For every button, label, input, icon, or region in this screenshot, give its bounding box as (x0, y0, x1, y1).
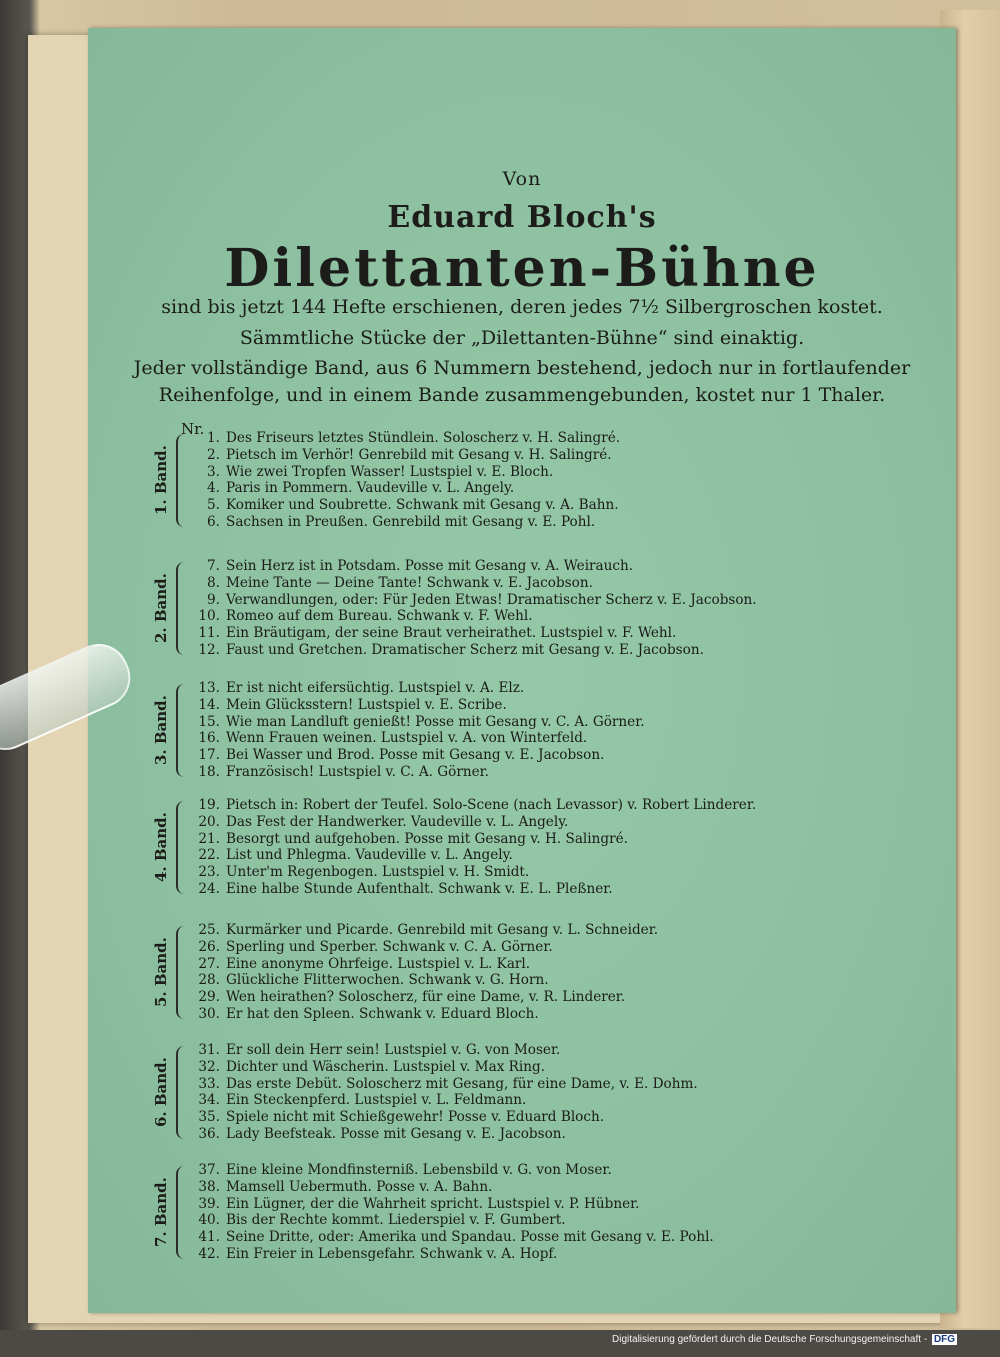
band-2 (150, 558, 910, 659)
band-brace (176, 1046, 188, 1139)
entry-number: 24. (198, 880, 220, 897)
entry-title: Unter'm Regenbogen. Lustspiel v. H. Smidt. (226, 864, 530, 881)
entry-number: 3. (207, 463, 220, 480)
entry-number: 12. (198, 641, 220, 658)
entry-title: Glückliche Flitterwochen. Schwank v. G. Horn. (226, 972, 549, 989)
list-item (192, 1229, 714, 1246)
list-item (192, 881, 756, 898)
entry-number: 15. (198, 713, 220, 730)
header-line-1: sind bis jetzt 144 Hefte erschienen, deren jedes 7½ Silbergroschen kostet. (161, 296, 883, 318)
list-item (192, 714, 645, 731)
entry-title: Er soll dein Herr sein! Lustspiel v. G. von Moser. (226, 1042, 561, 1058)
entry-title: Sperling und Sperber. Schwank v. C. A. Görner. (226, 938, 553, 955)
entry-title: Komiker und Soubrette. Schwank mit Gesang v. A. Bahn. (226, 497, 619, 514)
entry-number: 4. (207, 480, 220, 497)
entry-number: 38. (198, 1178, 220, 1195)
entry-title: Eine kleine Mondfinsterniß. Lebensbild v. G. von Moser. (226, 1162, 612, 1178)
entry-number: 25. (198, 922, 220, 938)
footer-credit-text: Digitalisierung gefördert durch die Deutsche Forschungsgemeinschaft - (612, 1334, 928, 1345)
list-item (192, 464, 620, 481)
entry-title: Französisch! Lustspiel v. C. A. Görner. (226, 763, 489, 780)
list-item (192, 989, 658, 1006)
entry-title: Ein Bräutigam, der seine Braut verheirathet. Lustspiel v. F. Wehl. (226, 625, 677, 642)
entry-number: 35. (198, 1109, 220, 1126)
list-item (192, 764, 645, 781)
entry-title: Er hat den Spleen. Schwank v. Eduard Bloch. (226, 1005, 539, 1022)
list-item (192, 730, 645, 747)
list-item (192, 956, 658, 973)
band-label: 1. Band. (152, 445, 170, 516)
entry-number: 18. (198, 763, 220, 780)
entry-number: 11. (198, 625, 220, 642)
list-item (192, 1126, 698, 1143)
list-item (192, 480, 620, 497)
entry-title: Er ist nicht eifersüchtig. Lustspiel v. A. Elz. (226, 680, 525, 696)
band-7 (150, 1162, 910, 1263)
entry-number: 41. (198, 1229, 220, 1246)
entry-number: 33. (198, 1075, 220, 1092)
header-author: Eduard Bloch's (387, 200, 657, 235)
band-brace (176, 801, 188, 894)
entry-number: 10. (198, 608, 220, 625)
header-line-3: Jeder vollständige Band, aus 6 Nummern bestehend, jedoch nur in fortlaufender (133, 357, 911, 379)
entry-number: 20. (198, 813, 220, 830)
list-item (192, 680, 645, 697)
entry-number: 32. (198, 1058, 220, 1075)
band-label: 5. Band. (152, 937, 170, 1008)
entry-number: 16. (198, 730, 220, 747)
entry-title: Bei Wasser und Brod. Posse mit Gesang v. E. Jacobson. (226, 747, 605, 764)
entry-title: Eine anonyme Ohrfeige. Lustspiel v. L. Karl. (226, 955, 531, 972)
entry-title: Wenn Frauen weinen. Lustspiel v. A. von Winterfeld. (226, 730, 588, 747)
band-5 (150, 922, 910, 1023)
entry-number: 40. (198, 1212, 220, 1229)
entry-title: Bis der Rechte kommt. Liederspiel v. F. Gumbert. (226, 1212, 566, 1229)
entry-title: List und Phlegma. Vaudeville v. L. Angely. (226, 847, 513, 864)
entry-number: 13. (198, 680, 220, 696)
list-item (192, 831, 756, 848)
list-item (192, 558, 757, 575)
document-page (88, 28, 956, 1313)
entry-title: Ein Steckenpferd. Lustspiel v. L. Feldmann. (226, 1092, 527, 1109)
entry-title: Meine Tante — Deine Tante! Schwank v. E. Jacobson. (226, 574, 593, 591)
entry-number: 8. (207, 574, 220, 591)
band-brace (176, 562, 188, 655)
list-item (192, 972, 658, 989)
entry-title: Romeo auf dem Bureau. Schwank v. F. Wehl. (226, 608, 533, 625)
band-brace (176, 434, 188, 527)
entry-number: 37. (198, 1162, 220, 1178)
entry-title: Wie man Landluft genießt! Posse mit Gesang v. C. A. Görner. (226, 713, 645, 730)
entry-number: 30. (198, 1005, 220, 1022)
entry-title: Wen heirathen? Soloscherz, für eine Dame, v. R. Linderer. (226, 989, 626, 1006)
band-entries (192, 922, 658, 1023)
list-item (192, 1196, 714, 1213)
header-line-4: Reihenfolge, und in einem Bande zusammengebunden, kostet nur 1 Thaler. (158, 384, 886, 406)
list-item (192, 625, 757, 642)
band-3 (150, 680, 910, 781)
list-item (192, 864, 756, 881)
band-label: 2. Band. (152, 573, 170, 644)
entry-number: 28. (198, 972, 220, 989)
list-item (192, 1092, 698, 1109)
list-item (192, 497, 620, 514)
entry-number: 39. (198, 1195, 220, 1212)
footer-credit (612, 1334, 957, 1345)
entry-title: Paris in Pommern. Vaudeville v. L. Angely. (226, 480, 515, 497)
entry-number: 22. (198, 847, 220, 864)
entry-number: 17. (198, 747, 220, 764)
entry-title: Spiele nicht mit Schießgewehr! Posse v. Eduard Bloch. (226, 1109, 605, 1126)
entry-number: 34. (198, 1092, 220, 1109)
entry-title: Besorgt und aufgehoben. Posse mit Gesang v. H. Salingré. (226, 830, 628, 847)
band-label: 7. Band. (152, 1177, 170, 1248)
entry-title: Pietsch in: Robert der Teufel. Solo-Scene (nach Levassor) v. Robert Linderer. (226, 797, 757, 813)
band-6 (150, 1042, 910, 1143)
list-item (192, 1179, 714, 1196)
entry-number: 31. (198, 1042, 220, 1058)
band-brace (176, 926, 188, 1019)
entry-title: Ein Freier in Lebensgefahr. Schwank v. A. Hopf. (226, 1245, 558, 1262)
list-item (192, 642, 757, 659)
entry-number: 9. (207, 591, 220, 608)
entry-title: Dichter und Wäscherin. Lustspiel v. Max Ring. (226, 1058, 546, 1075)
entry-number: 42. (198, 1245, 220, 1262)
entry-number: 21. (198, 830, 220, 847)
entry-title: Seine Dritte, oder: Amerika und Spandau. Posse mit Gesang v. E. Pohl. (226, 1229, 714, 1246)
entry-title: Wie zwei Tropfen Wasser! Lustspiel v. E. Bloch. (226, 463, 554, 480)
entry-title: Des Friseurs letztes Stündlein. Soloscherz v. H. Salingré. (226, 430, 621, 446)
list-item (192, 797, 756, 814)
dfg-logo: DFG (933, 1334, 956, 1345)
band-4 (150, 797, 910, 898)
entry-title: Verwandlungen, oder: Für Jeden Etwas! Dramatischer Scherz v. E. Jacobson. (226, 591, 757, 608)
header-line-2: Sämmtliche Stücke der „Dilettanten-Bühne“ sind einaktig. (239, 327, 805, 349)
list-item (192, 939, 658, 956)
band-entries (192, 558, 757, 659)
list-item (192, 747, 645, 764)
list-item (192, 922, 658, 939)
entry-title: Lady Beefsteak. Posse mit Gesang v. E. Jacobson. (226, 1125, 566, 1142)
entry-title: Sachsen in Preußen. Genrebild mit Gesang v. E. Pohl. (226, 513, 596, 530)
entry-number: 19. (198, 797, 220, 813)
list-item (192, 1006, 658, 1023)
band-entries (192, 1042, 698, 1143)
list-item (192, 1162, 714, 1179)
number-column-label: Nr. (181, 420, 205, 438)
entry-number: 27. (198, 955, 220, 972)
entry-number: 6. (207, 513, 220, 530)
entry-title: Sein Herz ist in Potsdam. Posse mit Gesang v. A. Weirauch. (226, 558, 634, 574)
list-item (192, 1076, 698, 1093)
list-item (192, 1109, 698, 1126)
entry-title: Ein Lügner, der die Wahrheit spricht. Lustspiel v. P. Hübner. (226, 1195, 640, 1212)
band-label: 6. Band. (152, 1057, 170, 1128)
entry-title: Kurmärker und Picarde. Genrebild mit Gesang v. L. Schneider. (226, 922, 659, 938)
band-1 (150, 430, 910, 531)
entry-title: Das Fest der Handwerker. Vaudeville v. L. Angely. (226, 813, 569, 830)
band-entries (192, 1162, 714, 1263)
list-item (192, 575, 757, 592)
list-item (192, 608, 757, 625)
list-item (192, 1059, 698, 1076)
page-title: Dilettanten-Bühne (224, 238, 820, 299)
entry-number: 5. (207, 497, 220, 514)
entry-number: 23. (198, 864, 220, 881)
list-item (192, 697, 645, 714)
entry-number: 14. (198, 696, 220, 713)
entry-number: 29. (198, 989, 220, 1006)
band-brace (176, 1166, 188, 1259)
entry-number: 1. (207, 430, 220, 446)
entry-title: Faust und Gretchen. Dramatischer Scherz mit Gesang v. E. Jacobson. (226, 641, 704, 658)
entry-number: 2. (207, 446, 220, 463)
list-item (192, 447, 620, 464)
band-entries (192, 680, 645, 781)
band-label: 3. Band. (152, 695, 170, 766)
entry-title: Mamsell Uebermuth. Posse v. A. Bahn. (226, 1178, 493, 1195)
list-item (192, 430, 620, 447)
entry-title: Mein Glücksstern! Lustspiel v. E. Scribe. (226, 696, 507, 713)
list-item (192, 1246, 714, 1263)
entry-number: 7. (207, 558, 220, 574)
list-item (192, 847, 756, 864)
band-label: 4. Band. (152, 812, 170, 883)
band-brace (176, 684, 188, 777)
header-von: Von (502, 168, 542, 190)
entry-title: Das erste Debüt. Soloscherz mit Gesang, für eine Dame, v. E. Dohm. (226, 1075, 698, 1092)
band-entries (192, 797, 756, 898)
entry-number: 36. (198, 1125, 220, 1142)
entry-title: Pietsch im Verhör! Genrebild mit Gesang v. H. Salingré. (226, 446, 612, 463)
band-entries (192, 430, 620, 531)
list-item (192, 514, 620, 531)
list-item (192, 1212, 714, 1229)
list-item (192, 814, 756, 831)
entry-number: 26. (198, 938, 220, 955)
list-item (192, 1042, 698, 1059)
entry-title: Eine halbe Stunde Aufenthalt. Schwank v. E. L. Pleßner. (226, 880, 613, 897)
list-item (192, 592, 757, 609)
